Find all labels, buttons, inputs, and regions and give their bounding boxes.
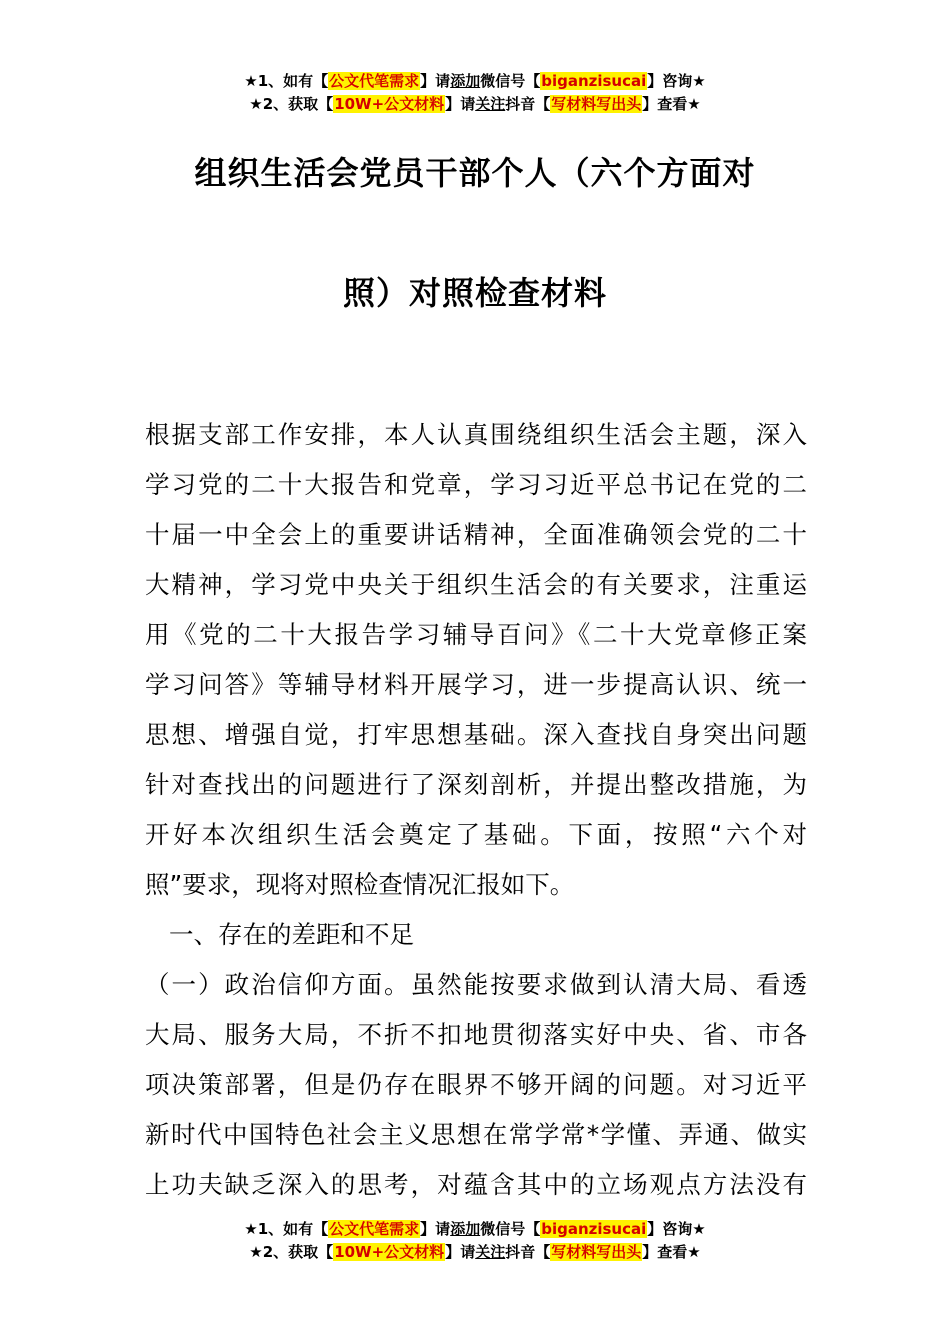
section-heading: 一、存在的差距和不足 [169, 920, 414, 949]
banner-text: 】查看★ [642, 95, 701, 113]
document-title-line-2: 照）对照检查材料 [342, 274, 607, 312]
banner-highlight: 写材料写出头 [551, 1243, 642, 1261]
body-line: 针对查找出的问题进行了深刻剖析，并提出整改措施，为 [145, 770, 807, 799]
banner-text: ★1、如有【 [244, 72, 329, 90]
banner-highlight: 公文代笔需求 [329, 72, 420, 90]
body-line: 思想、增强自觉，打牢思想基础。深入查找自身突出问题 [145, 720, 807, 749]
body-line: 用《党的二十大报告学习辅导百问》《二十大党章修正案 [145, 620, 807, 649]
banner-text: 】请 [445, 95, 476, 113]
banner-highlight: biganzisucai [541, 72, 647, 90]
body-line: 新时代中国特色社会主义思想在常学常*学懂、弄通、做实 [145, 1120, 807, 1149]
banner-text: 】请 [420, 72, 451, 90]
banner-text: 】咨询★ [647, 1220, 706, 1238]
banner-underline-text: 关注 [475, 1243, 506, 1261]
banner-underline-text: 添加 [450, 1220, 481, 1238]
body-line: 学习问答》等辅导材料开展学习，进一步提高认识、统一 [145, 670, 807, 699]
banner-text: 】请 [445, 1243, 476, 1261]
banner-highlight: biganzisucai [541, 1220, 647, 1238]
banner-text: 微信号【 [480, 1220, 541, 1238]
banner-text: 抖音【 [505, 95, 551, 113]
document-title-line-1: 组织生活会党员干部个人（六个方面对 [194, 154, 756, 192]
banner-underline-text: 关注 [475, 95, 506, 113]
header-banner [0, 70, 950, 116]
banner-text: ★1、如有【 [244, 1220, 329, 1238]
body-line: （一）政治信仰方面。虽然能按要求做到认清大局、看透 [145, 970, 807, 999]
document-body [145, 410, 807, 1210]
banner-highlight: 写材料写出头 [551, 95, 642, 113]
footer-banner [0, 1218, 950, 1264]
banner-text: 微信号【 [480, 72, 541, 90]
banner-highlight: 10W+公文材料 [334, 95, 445, 113]
banner-line-2 [0, 93, 950, 116]
banner-text: 】请 [420, 1220, 451, 1238]
banner-text: ★2、获取【 [249, 95, 334, 113]
banner-text: 】查看★ [642, 1243, 701, 1261]
body-line: 十届一中全会上的重要讲话精神，全面准确领会党的二十 [145, 520, 807, 549]
banner-line-1 [0, 70, 950, 93]
banner-line-2 [0, 1241, 950, 1264]
body-line: 大精神，学习党中央关于组织生活会的有关要求，注重运 [145, 570, 807, 599]
banner-line-1 [0, 1218, 950, 1241]
banner-text: 抖音【 [505, 1243, 551, 1261]
body-line: 学习党的二十大报告和党章，学习习近平总书记在党的二 [145, 470, 807, 499]
body-line: 上功夫缺乏深入的思考，对蕴含其中的立场观点方法没有 [145, 1170, 807, 1199]
banner-underline-text: 添加 [450, 72, 481, 90]
body-line: 大局、服务大局，不折不扣地贯彻落实好中央、省、市各 [145, 1020, 807, 1049]
banner-highlight: 10W+公文材料 [334, 1243, 445, 1261]
body-line: 开好本次组织生活会奠定了基础。下面，按照“六个对 [145, 820, 807, 849]
banner-text: 】咨询★ [647, 72, 706, 90]
body-line: 照”要求，现将对照检查情况汇报如下。 [145, 870, 575, 899]
body-line: 项决策部署，但是仍存在眼界不够开阔的问题。对习近平 [145, 1070, 807, 1099]
banner-highlight: 公文代笔需求 [329, 1220, 420, 1238]
body-line: 根据支部工作安排，本人认真围绕组织生活会主题，深入 [145, 420, 807, 449]
banner-text: ★2、获取【 [249, 1243, 334, 1261]
